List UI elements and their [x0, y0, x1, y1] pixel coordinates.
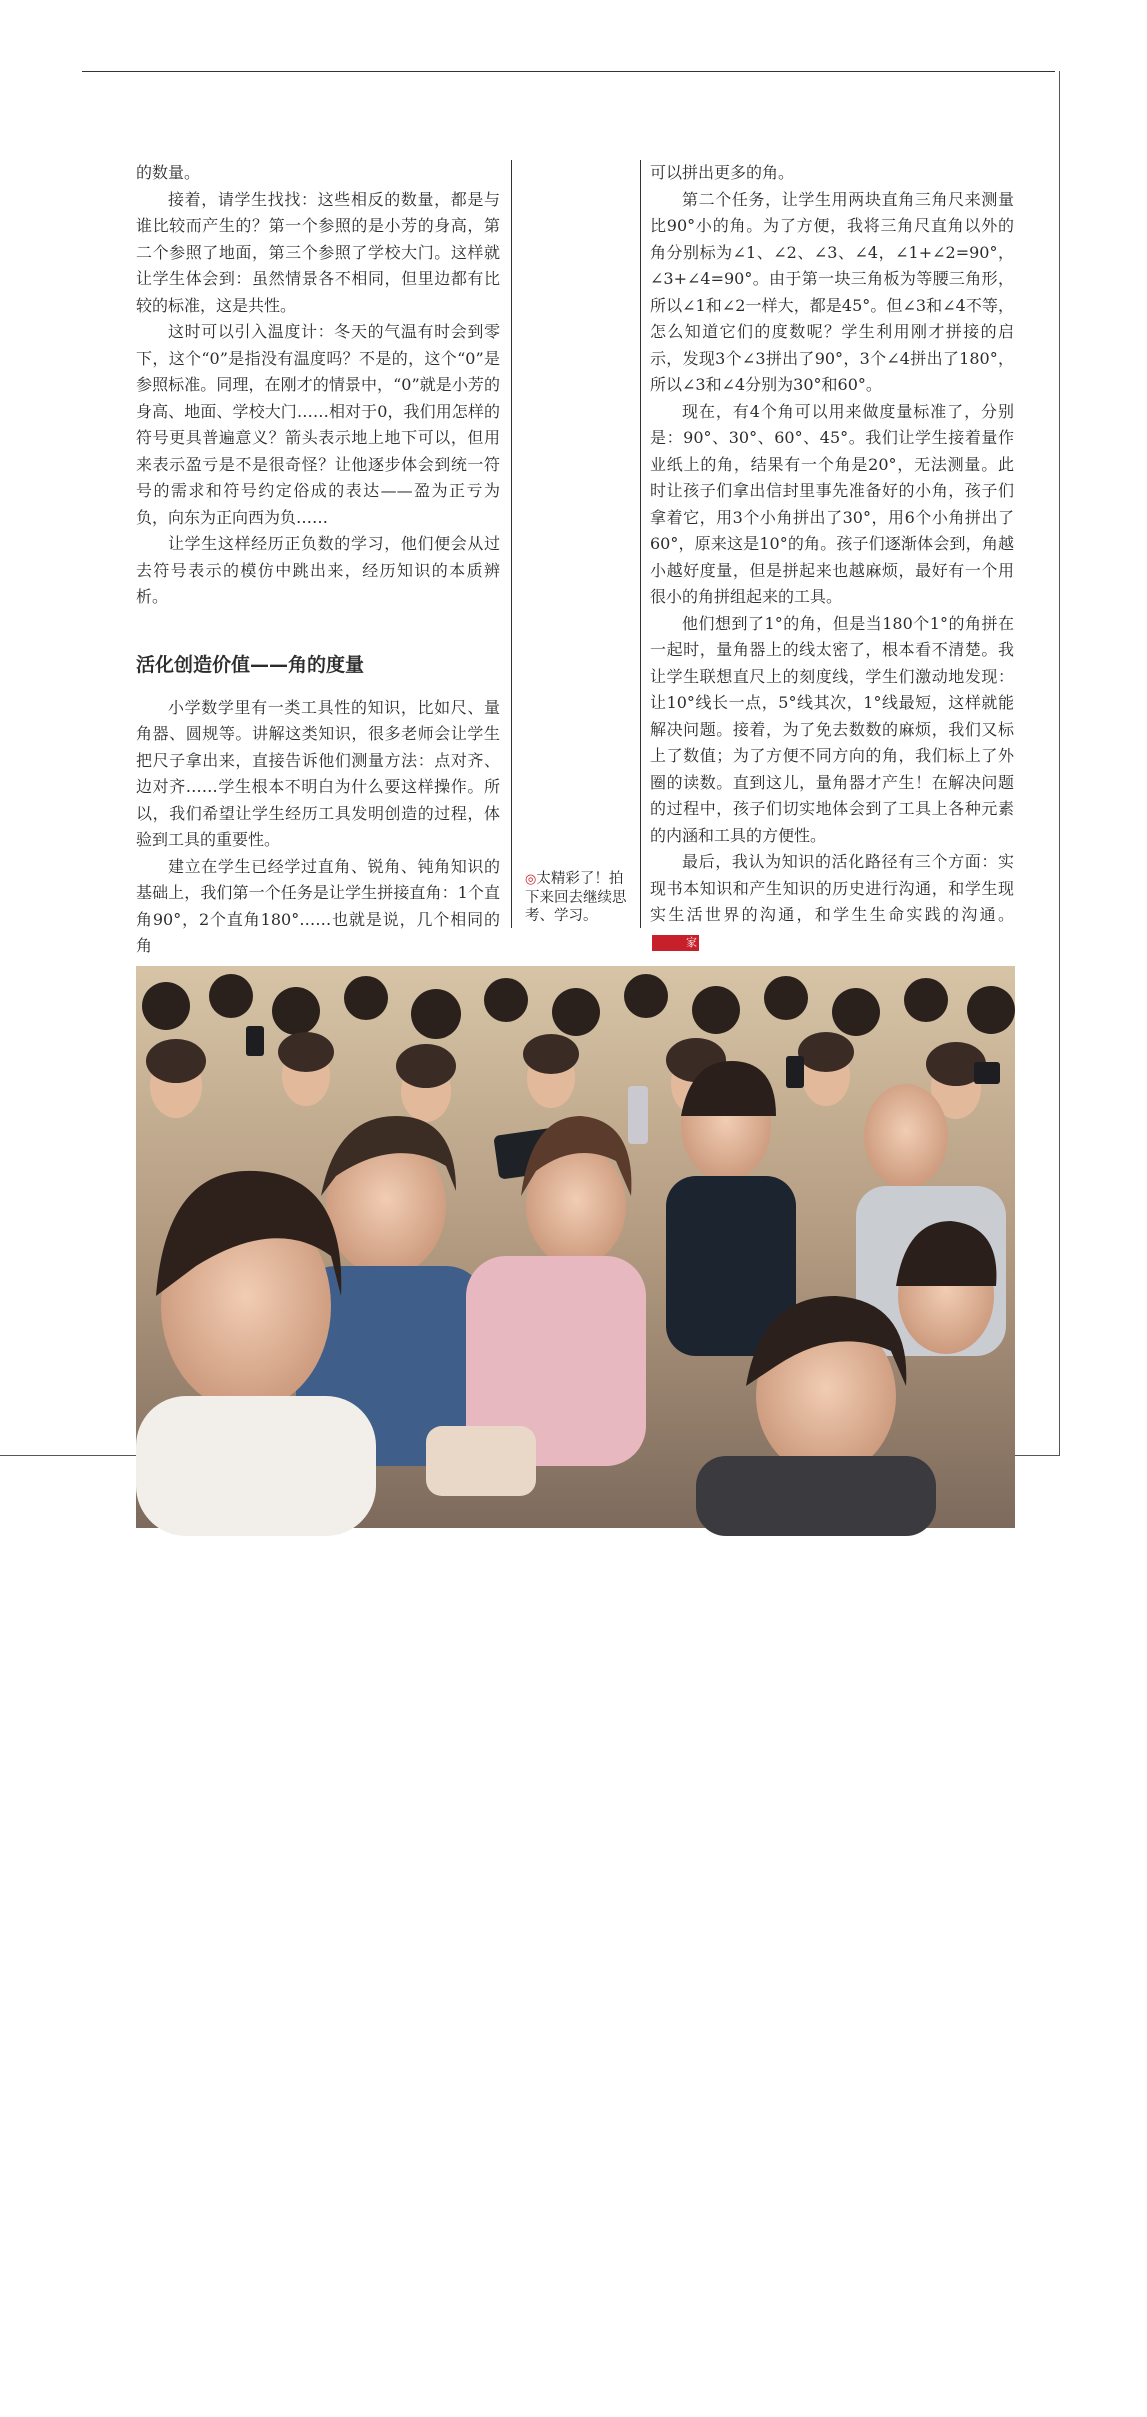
margin-note-text: 太精彩了！拍下来回去继续思考、学习。 — [525, 871, 627, 924]
paragraph: 接着，请学生找找：这些相反的数量，都是与谁比较而产生的？第一个参照的是小芳的身高，第二个参照了地面，第三个参照了学校大门。这样就让学生体会到：虽然情景各不相同，但里边都有比较的标准，这是共性。 — [136, 189, 500, 315]
paragraph: 的数量。 — [136, 163, 201, 182]
paragraph: 小学数学里有一类工具性的知识，比如尺、量角器、圆规等。讲解这类知识，很多老师会让学生把尺子拿出来，直接告诉他们测量方法：点对齐、边对齐……学生根本不明白为什么要这样操作。所以，我们希望让学生经历工具发明创造的过程，体验到工具的重要性。 — [136, 697, 500, 849]
paragraph: 现在，有4个角可以用来做度量标准了，分别是：90°、30°、60°、45°。我们让学生接着量作业纸上的角，结果有一个角是20°，无法测量。此时让孩子们拿出信封里事先准备好的小角，孩子们拿着它，用3个小角拼出了30°，用6个小角拼出了60°，原来这是10°的角。孩子们逐渐体会到，角越小越好度量，但是拼起来也越麻烦，最好有一个用很小的角拼组起来的工具。 — [650, 401, 1014, 606]
paragraph: 建立在学生已经学过直角、锐角、钝角知识的基础上，我们第一个任务是让学生拼接直角：1个直角90°，2个直角180°……也就是说，几个相同的角 — [136, 856, 500, 955]
audience-photo — [136, 966, 1147, 2417]
paragraph: 这时可以引入温度计：冬天的气温有时会到零下，这个“0”是指没有温度吗？不是的，这个“0”是参照标准。同理，在刚才的情景中，“0”就是小芳的身高、地面、学校大门……相对于0，我们用怎样的符号更具普遍意义？箭头表示地上地下可以，但用来表示盈亏是不是很奇怪？让他逐步体会到统一符号的需求和符号约定俗成的表达——盈为正亏为负，向东为正向西为负…… — [136, 322, 500, 527]
column-divider-left — [511, 160, 512, 928]
right-rule — [1059, 71, 1060, 1456]
audience-photo-illustration — [136, 966, 1015, 1528]
section-heading: 活化创造价值——角的度量 — [136, 653, 365, 676]
paragraph: 可以拼出更多的角。 — [650, 163, 795, 182]
paragraph-text: 最后，我认为知识的活化路径有三个方面：实现书本知识和产生知识的历史进行沟通，和学生现实生活世界的沟通，和学生生命实践的沟通。 — [650, 852, 1014, 924]
paragraph: 他们想到了1°的角，但是当180个1°的角拼在一起时，量角器上的线太密了，根本看不清楚。我让学生联想直尺上的刻度线，学生们激动地发现：让10°线长一点，5°线其次，1°线最短，这样就能解决问题。接着，为了免去数数的麻烦，我们又标上了数值；为了方便不同方向的角，我们标上了外圈的读数。直到这儿，量角器才产生！在解决问题的过程中，孩子们切实地体会到了工具上各种元素的内涵和工具的方便性。 — [650, 613, 1014, 845]
top-rule — [82, 71, 1055, 72]
paragraph: 第二个任务，让学生用两块直角三角尺来测量比90°小的角。为了方便，我将三角尺直角以外的角分别标为∠1、∠2、∠3、∠4，∠1+∠2=90°，∠3+∠4=90°。由于第一块三角板为等腰三角形，所以∠1和∠2一样大，都是45°。但∠3和∠4不等，怎么知道它们的度数呢？学生利用刚才拼接的启示，发现3个∠3拼出了90°，3个∠4拼出了180°，所以∠3和∠4分别为30°和60°。 — [650, 189, 1014, 394]
paragraph: 让学生这样经历正负数的学习，他们便会从过去符号表示的模仿中跳出来，经历知识的本质辨析。 — [136, 534, 500, 606]
end-mark: 家 — [652, 935, 699, 951]
page-number: 55 — [1128, 2399, 1147, 2417]
bullseye-icon: ◎ — [525, 872, 537, 887]
right-column — [650, 160, 1014, 955]
paragraph — [650, 849, 1014, 955]
column-divider-right — [640, 160, 641, 928]
margin-note — [525, 870, 631, 925]
left-column — [136, 160, 500, 960]
